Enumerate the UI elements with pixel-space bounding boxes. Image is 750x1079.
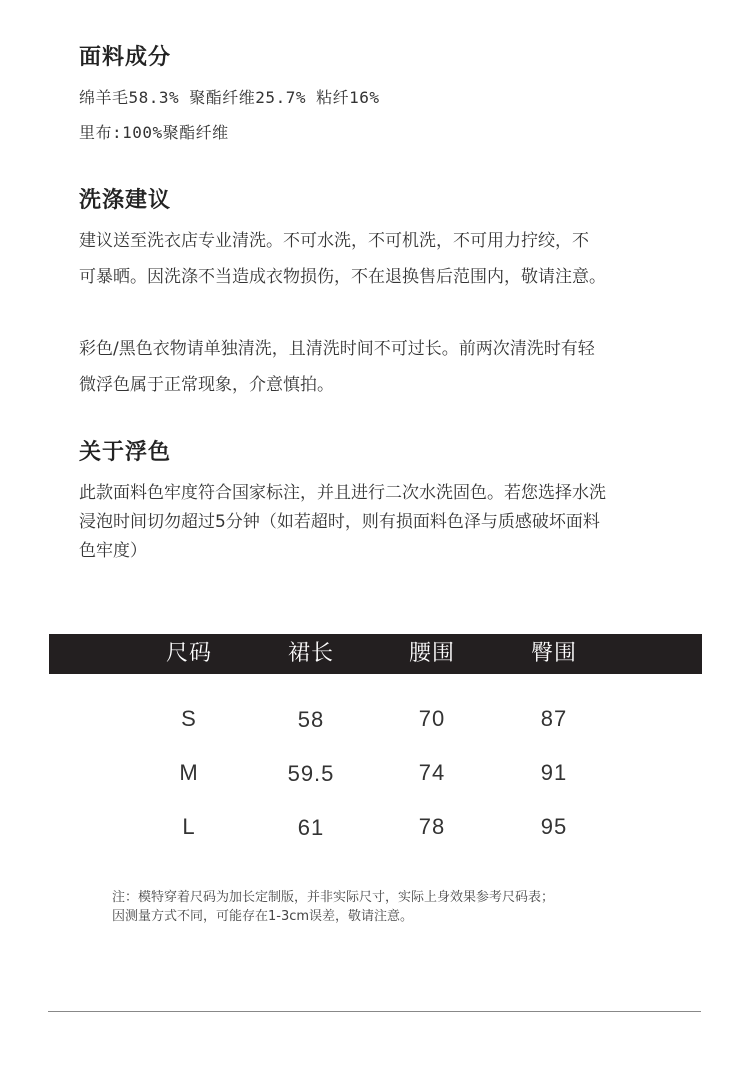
note-line-1: 注：模特穿着尺码为加长定制版，并非实际尺寸，实际上身效果参考尺码表； <box>112 890 555 905</box>
cell-length-m: 59.5 <box>287 761 335 786</box>
washing-line-2: 可暴晒。因洗涤不当造成衣物损伤，不在退换售后范围内，敬请注意。 <box>79 267 606 287</box>
fabric-composition: 绵羊毛58.3% 聚酯纤维25.7% 粘纤16% <box>79 88 380 107</box>
fading-line-1: 此款面料色牢度符合国家标注，并且进行二次水洗固色。若您选择水洗 <box>79 483 606 503</box>
cell-waist-m: 74 <box>418 760 446 785</box>
header-waist: 腰围 <box>408 641 455 666</box>
fading-line-3: 色牢度） <box>79 541 147 561</box>
washing-line-3: 彩色/黑色衣物请单独清洗，且清洗时间不可过长。前两次清洗时有轻 <box>79 339 595 359</box>
lining-composition: 里布:100%聚酯纤维 <box>79 123 229 142</box>
cell-size-l: L <box>182 814 196 839</box>
washing-line-4: 微浮色属于正常现象，介意慎拍。 <box>79 375 334 395</box>
size-table-header <box>49 634 702 674</box>
cell-hip-s: 87 <box>540 706 568 731</box>
washing-line-1: 建议送至洗衣店专业清洗。不可水洗，不可机洗，不可用力拧绞，不 <box>79 231 589 251</box>
note-line-2: 因测量方式不同，可能存在1-3cm误差，敬请注意。 <box>112 909 414 924</box>
cell-size-m: M <box>179 760 199 785</box>
washing-section-title: 洗涤建议 <box>79 188 172 213</box>
cell-length-l: 61 <box>297 815 325 840</box>
cell-hip-m: 91 <box>540 760 568 785</box>
fading-section-title: 关于浮色 <box>79 440 172 465</box>
cell-hip-l: 95 <box>540 814 568 839</box>
header-hip: 臀围 <box>530 641 577 666</box>
header-size: 尺码 <box>165 641 212 666</box>
cell-waist-l: 78 <box>418 814 446 839</box>
bottom-divider <box>48 1011 701 1012</box>
cell-length-s: 58 <box>297 707 325 732</box>
fading-line-2: 浸泡时间切勿超过5分钟（如若超时，则有损面料色泽与质感破坏面料 <box>79 512 600 532</box>
header-skirt-length: 裙长 <box>287 641 334 666</box>
cell-size-s: S <box>181 706 197 731</box>
fabric-section-title: 面料成分 <box>79 45 172 70</box>
cell-waist-s: 70 <box>418 706 446 731</box>
